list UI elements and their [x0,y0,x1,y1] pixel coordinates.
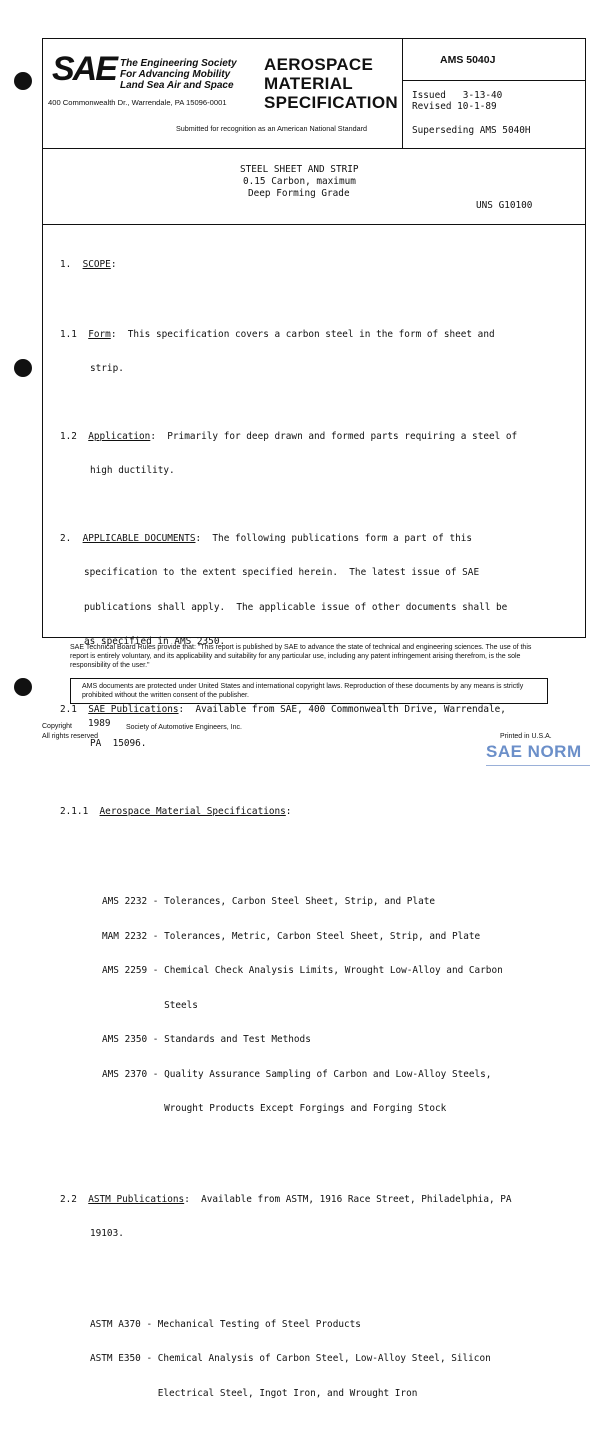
spec-title [264,55,398,112]
copyright-label: Copyright [42,723,72,730]
ams-number: AMS 5040J [440,54,496,66]
rights-reserved: All rights reserved [42,733,99,740]
society-name: Society of Automotive Engineers, Inc. [126,724,242,731]
title-line-3: Deep Forming Grade [248,188,350,199]
watermark-text: SAE NORM [486,742,582,761]
list-item: ASTM E350 - Chemical Analysis of Carbon Steel, Low-Alloy Steel, Silicon [90,1353,491,1364]
revised-date: Revised 10-1-89 [412,101,497,112]
section-2-2: 2.2 ASTM Publications: Available from ASTM, 1916 Race Street, Philadelphia, PA [60,1193,512,1205]
society-line-2: For Advancing Mobility [120,69,231,80]
section-1-2: 1.2 Application: Primarily for deep drawn and formed parts requiring a steel of [60,430,518,442]
list-item: AMS 2232 - Tolerances, Carbon Steel Sheet, Strip, and Plate [102,896,436,907]
list-item: AMS 2370 - Quality Assurance Sampling of Carbon and Low-Alloy Steels, [102,1068,492,1080]
ams-reference-list [60,873,517,1138]
list-item: Wrought Products Except Forgings and Forging Stock [102,1103,447,1114]
sae-norm-watermark [486,742,596,770]
title-divider [42,224,586,225]
title-line-1: STEEL SHEET AND STRIP [240,164,359,175]
title-line-2: 0.15 Carbon, maximum [243,176,356,187]
spec-title-line-3: SPECIFICATION [264,93,398,112]
spec-title-line-2: MATERIAL [264,74,353,93]
list-item: AMS 2259 - Chemical Check Analysis Limits, Wrought Low-Alloy and Carbon [102,965,503,976]
submitted-note: Submitted for recognition as an American National Standard [176,124,367,133]
list-item: Electrical Steel, Ingot Iron, and Wrought Iron [90,1387,418,1399]
section-2-1: 2.1 SAE Publications: Available from SAE, 400 Commonwealth Drive, Warrendale, [60,703,506,715]
section-1-1: 1.1 Form: This specification covers a carbon steel in the form of sheet and [60,328,495,340]
society-line-1: The Engineering Society [120,58,237,69]
sae-logo: SAE [52,50,116,88]
section-1: 1. SCOPE: [60,259,117,270]
list-item: ASTM A370 - Mechanical Testing of Steel Products [90,1318,361,1330]
header-column-divider [402,38,403,148]
punch-hole-bottom [14,678,32,696]
society-tagline [120,58,237,91]
printed-in: Printed in U.S.A. [500,733,552,740]
spec-title-line-1: AEROSPACE [264,55,374,74]
header-divider [42,148,586,149]
board-rules-note: SAE Technical Board Rules provide that: "This report is published by SAE to advance the state of technical and engineering sciences. The use of this report is entirely voluntary, and its applicability and suitability for any particular use, including any patent infringement arising therefrom, is the sole responsibility of the user." [70,644,532,669]
section-2: 2. APPLICABLE DOCUMENTS: The following publications form a part of this [60,532,473,544]
issued-date: Issued 3-13-40 [412,90,503,101]
body-text: 1. SCOPE: 1.1 Form: This specification covers a carbon steel in the form of sheet and strip. 1.2 Application: Primarily for deep drawn and formed parts requiring a steel of high ductility. 2. APPLICABLE DOCUMENTS: The following publications form a part of this specification to the extent specified herein. The latest issue of SAE publications shall apply. The applicable issue of other documents shall be as specified in AMS 2350. 2.1 SAE Publications: Available from SAE, 400 Commonwealth Drive, Warrendale, PA 15096. 2.1.1 Aerospace Material Specifications: AMS 2232 - Tolerances, Carbon Steel Sheet, Strip, and Plate MAM 2232 - Tolerances, Metric, Carbon Steel Sheet, Strip, and Plate AMS 2259 - Chemical Check Analysis Limits, Wrought Low-Alloy and Carbon Steels AMS 2350 - Standards and Test Methods AMS 2370 - Quality Assurance Sampling of Carbon and Low-Alloy Steels, Wrought Products Except Forgings and Forging Stock 2.2 ASTM Publications: Available from ASTM, 1916 Race Street, Philadelphia, PA 19103. ASTM A370 - Mechanical Testing of Steel Products ASTM E350 - Chemical Analysis of Carbon Steel, Low-Alloy Steel, Silicon Electrical Steel, Ingot Iron, and Wrought Iron [60,236,517,1434]
list-item: MAM 2232 - Tolerances, Metric, Carbon Steel Sheet, Strip, and Plate [102,930,481,942]
section-2-1-1: 2.1.1 Aerospace Material Specifications: [60,805,292,817]
uns-number: UNS G10100 [476,200,533,211]
copyright-year: 1989 [88,718,111,729]
astm-reference-list [60,1296,517,1423]
copyright-notice: AMS documents are protected under United States and international copyright laws. Reproduction of these documents by any means is strictly prohibited without the written consent of the publisher. [82,683,524,699]
list-item: Steels [102,999,198,1011]
society-line-3: Land Sea Air and Space [120,80,234,91]
ams-number-divider [402,80,586,81]
list-item: AMS 2350 - Standards and Test Methods [102,1034,311,1045]
punch-hole-top [14,72,32,90]
watermark-rule [486,765,590,766]
punch-hole-middle [14,359,32,377]
superseding-note: Superseding AMS 5040H [412,125,531,136]
sae-address: 400 Commonwealth Dr., Warrendale, PA 15096-0001 [48,98,227,107]
